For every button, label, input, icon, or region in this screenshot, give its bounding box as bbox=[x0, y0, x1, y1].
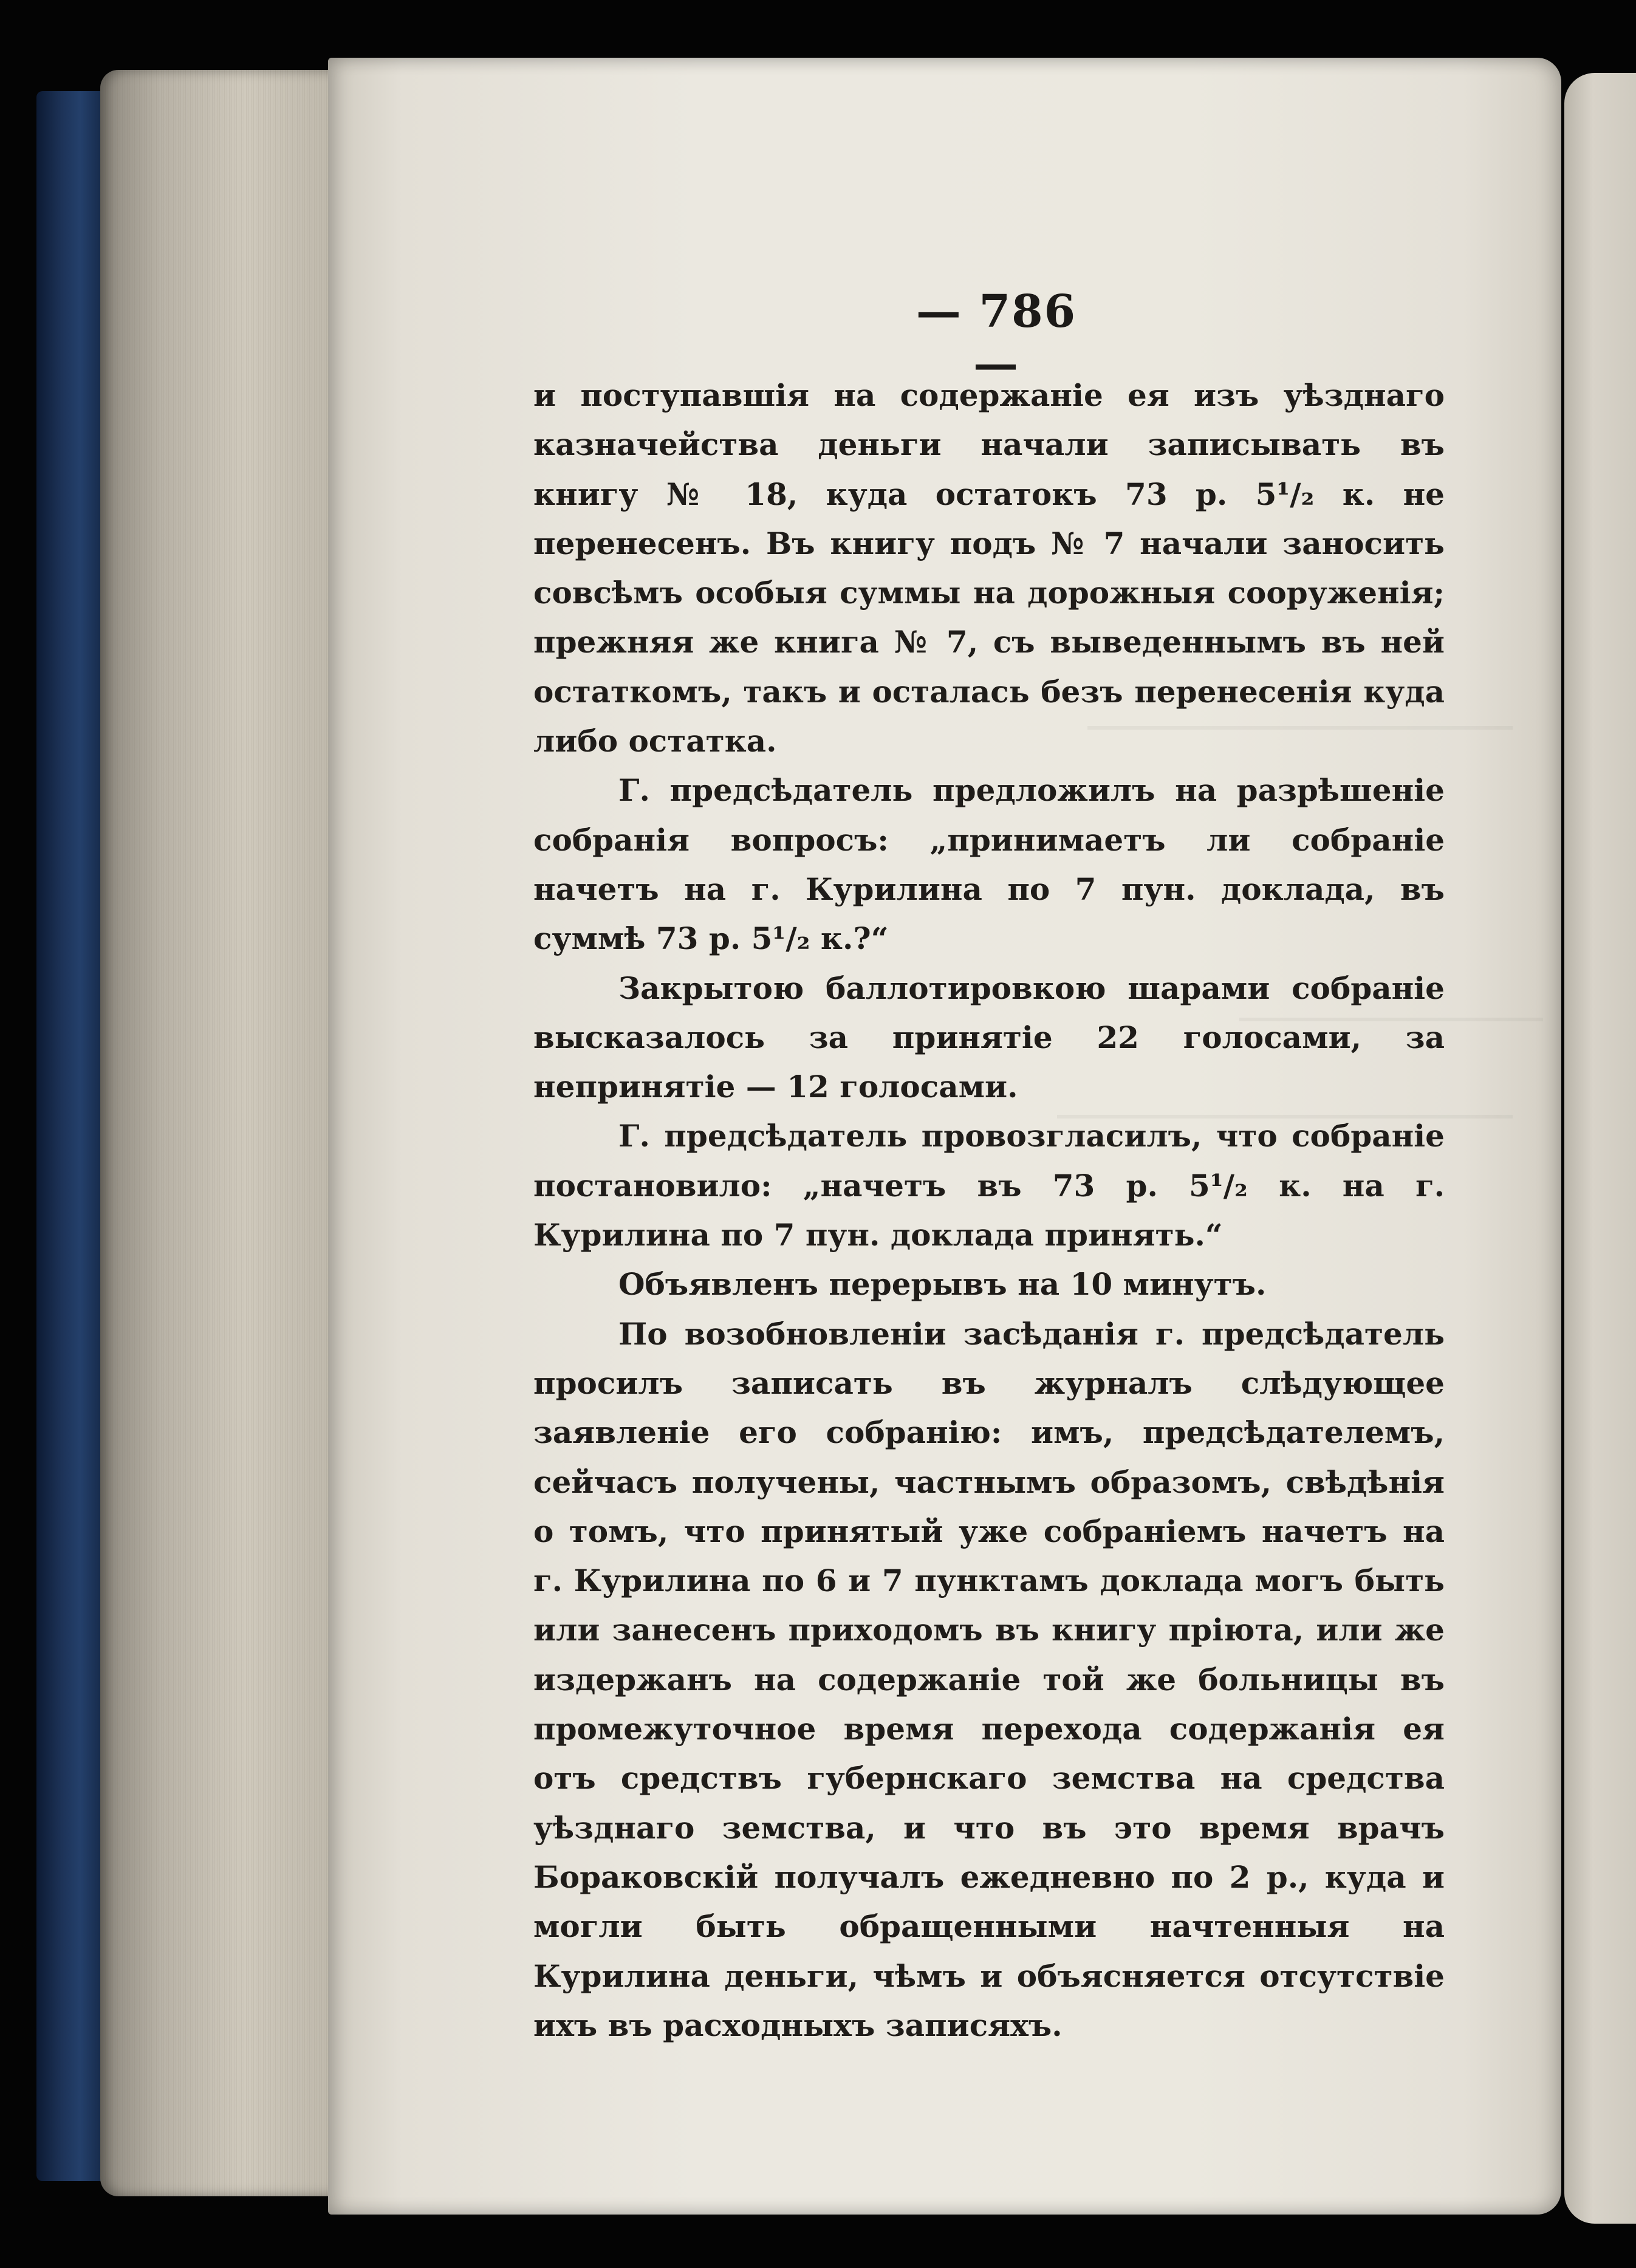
paragraph: По возобновленіи засѣданія г. предсѣдатель просилъ записать въ журналъ слѣдующее заявленіе его собранію: имъ, предсѣдателемъ, сейчасъ получены, частнымъ образомъ, свѣдѣнія о томъ, что принятый уже собраніемъ начетъ на г. Курилина по 6 и 7 пунктамъ доклада могъ быть или занесенъ приходомъ въ книгу пріюта, или же издержанъ на содержаніе той же больницы въ промежуточное время перехода содержанія ея отъ средствъ губернскаго земства на средства уѣзднаго земства, и что въ это время врачъ Бораковскій получалъ ежедневно по 2 р., куда и могли быть обращенными начтенныя на Курилина деньги, чѣмъ и объясняется отсутствіе ихъ въ расходныхъ записяхъ. bbox=[533, 1315, 1445, 2043]
facing-page-sliver bbox=[1564, 73, 1636, 2224]
book-cover-edge bbox=[36, 91, 109, 2181]
paragraph: Закрытою баллотировкою шарами собраніе высказалось за принятіе 22 голосами, за непринятіе — 12 голосами. bbox=[533, 970, 1445, 1105]
page-number: — 786 — bbox=[916, 286, 1077, 390]
paragraph: Г. предсѣдатель предложилъ на разрѣшеніе собранія вопросъ: „принимаетъ ли собраніе начетъ на г. Курилина по 7 пун. доклада, въ суммѣ 73 р. 5¹/₂ к.?“ bbox=[533, 772, 1445, 957]
paragraph: и поступавшія на содержаніе ея изъ уѣзднаго казначейства деньги начали записывать въ книгу № 18, куда остатокъ 73 р. 5¹/₂ к. не перенесенъ. Въ книгу подъ № 7 начали заносить совсѣмъ особыя суммы на дорожныя сооруженія; прежняя же книга № 7, съ выведеннымъ въ ней остаткомъ, такъ и осталась безъ перенесенія куда либо остатка. bbox=[533, 377, 1445, 759]
page-body-text bbox=[533, 371, 1445, 2050]
paragraph: Объявленъ перерывъ на 10 минутъ. bbox=[618, 1266, 1267, 1303]
paragraph: Г. предсѣдатель провозгласилъ, что собраніе постановило: „начетъ въ 73 р. 5¹/₂ к. на г. Курилина по 7 пун. доклада принять.“ bbox=[533, 1118, 1445, 1253]
page-block-edges bbox=[100, 70, 340, 2196]
